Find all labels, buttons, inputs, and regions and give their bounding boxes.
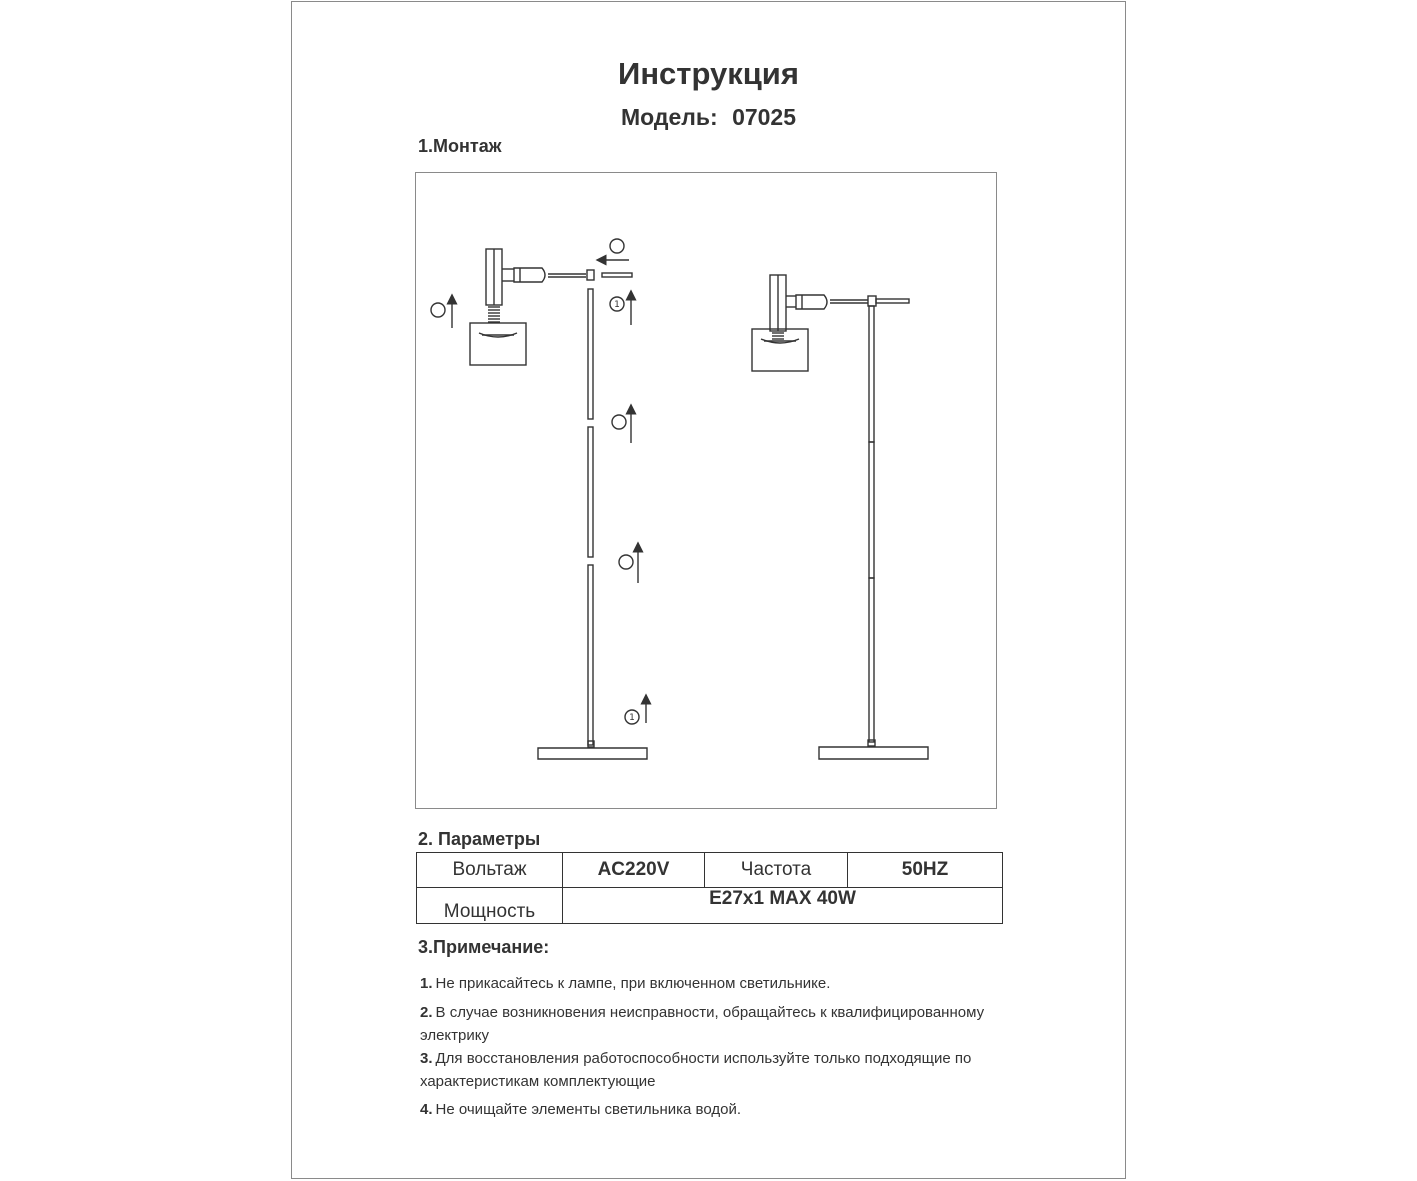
lamp-shade-left (470, 323, 526, 365)
power-label: Мощность (417, 888, 563, 924)
assembly-diagram (415, 172, 997, 809)
note-1 (420, 972, 1020, 995)
voltage-value: AC220V (563, 853, 705, 888)
frequency-label: Частота (705, 853, 848, 888)
note-2-text: В случае возникновения неисправности, обращайтесь к квалифицированному электрику (420, 1004, 985, 1044)
step-marker-2 (612, 415, 626, 429)
step-marker-shade (431, 303, 445, 317)
note-3-number: 3. (420, 1050, 433, 1067)
note-4-text: Не очищайте элементы светильника водой. (435, 1101, 741, 1118)
section-notes-heading: 3.Примечание: (418, 937, 550, 957)
parameters-table (416, 852, 1003, 924)
note-2-number: 2. (420, 1004, 433, 1021)
step-marker-1-label: 1 (614, 300, 620, 310)
section-mount-heading: 1.Монтаж (418, 136, 502, 156)
step-marker-3 (619, 555, 633, 569)
model-label: Модель: (620, 104, 718, 130)
note-3 (420, 1047, 995, 1093)
arm-connector-left (514, 268, 545, 282)
stem-segment-3-right (869, 578, 874, 742)
frequency-value: 50HZ (848, 853, 1003, 888)
power-value: E27x1 MAX 40W (563, 888, 1003, 924)
stem-segment-3-left (588, 565, 593, 745)
note-1-number: 1. (420, 975, 433, 992)
stem-segment-2-right (869, 442, 874, 578)
step-marker-rod (610, 239, 624, 253)
assembly-drawing (416, 173, 998, 810)
arm-end-piece-left (602, 273, 632, 277)
lamp-thread-left (488, 307, 500, 322)
section-params-heading: 2. Параметры (418, 829, 541, 849)
lamp-shade-right (752, 329, 808, 371)
step-marker-4-label: 1 (629, 713, 635, 723)
stem-segment-1-right (869, 306, 874, 442)
note-4-number: 4. (420, 1101, 433, 1118)
stem-segment-1-left (588, 289, 593, 419)
stem-segment-2-left (588, 427, 593, 557)
note-4 (420, 1098, 1020, 1121)
model-line (0, 104, 1417, 131)
note-2 (420, 1001, 1010, 1047)
note-1-text: Не прикасайтесь к лампе, при включенном светильнике. (435, 975, 831, 992)
base-left (538, 748, 647, 759)
page-title: Инструкция (618, 56, 799, 91)
model-value: 07025 (732, 104, 797, 130)
lamp-thread-right (772, 333, 784, 339)
note-3-text: Для восстановления работоспособности используйте только подходящие по характеристикам комплектующие (420, 1050, 972, 1090)
arm-connector-right (796, 295, 827, 309)
base-right (819, 747, 928, 759)
arm-end-piece-right (876, 299, 909, 303)
voltage-label: Вольтаж (417, 853, 563, 888)
